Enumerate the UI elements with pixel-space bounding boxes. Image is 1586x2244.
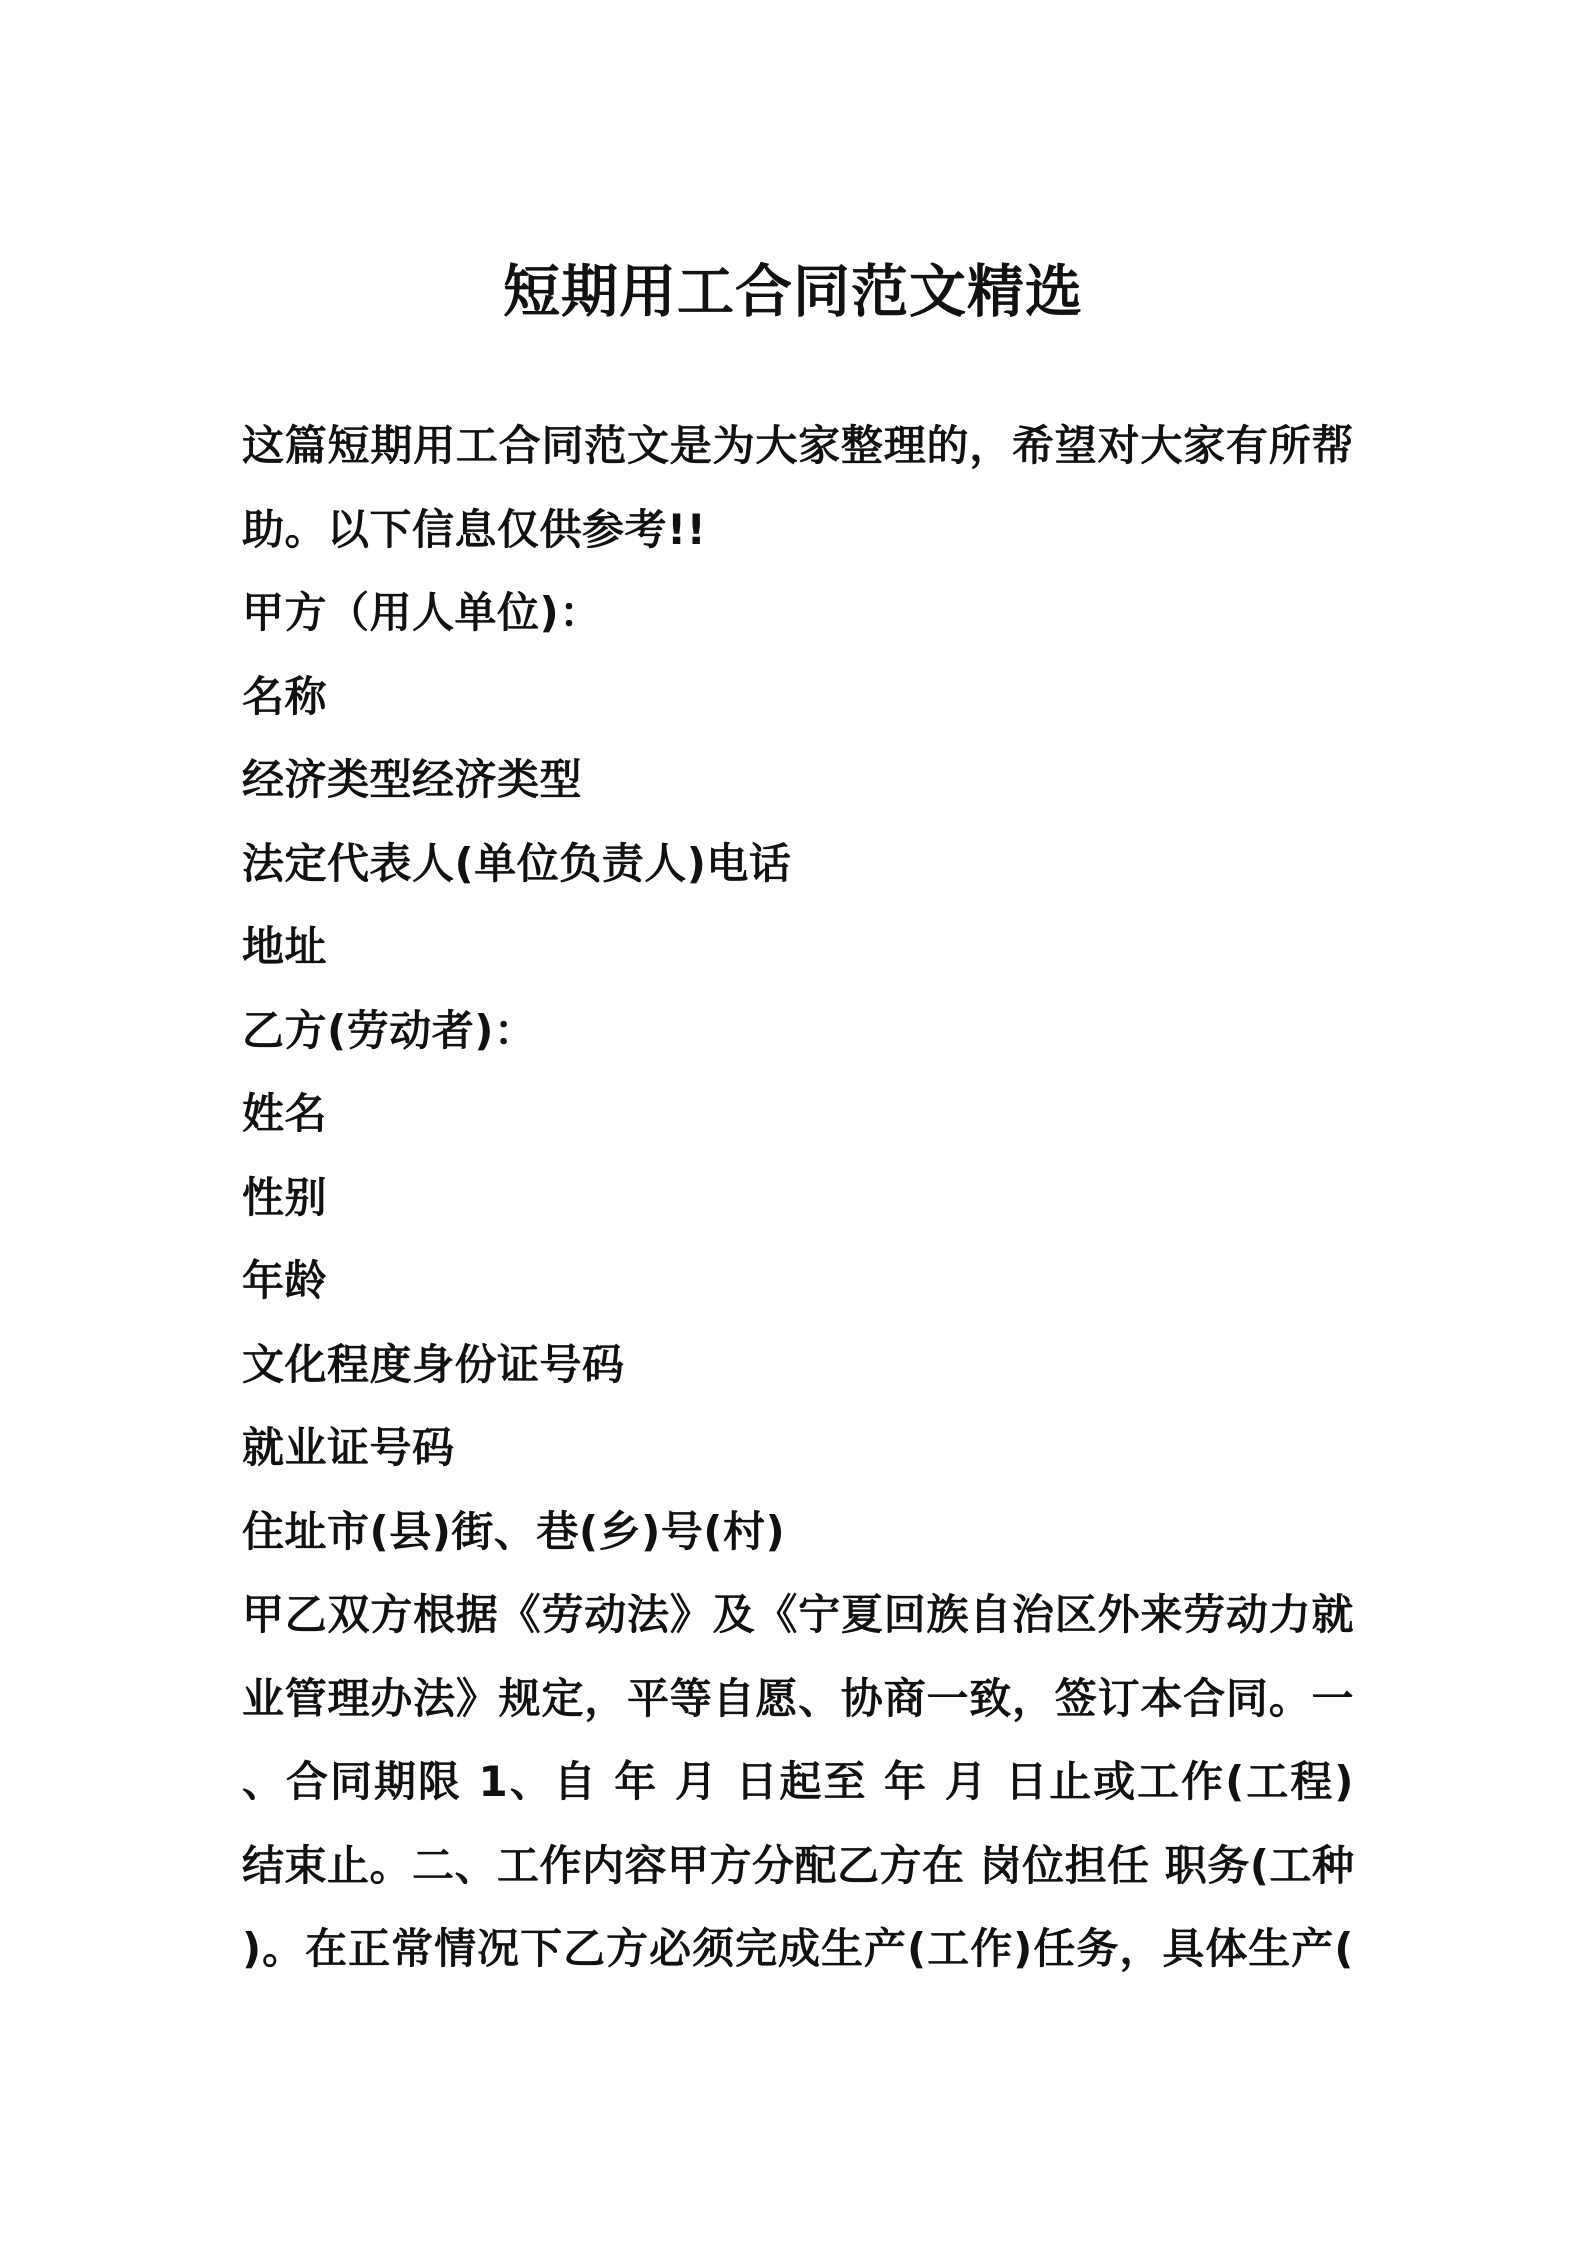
document-title: 短期用工合同范文精选 xyxy=(503,259,1083,325)
field-label-employment-cert: 就业证号码 xyxy=(242,1423,455,1472)
paragraph-line: )。在正常情况下乙方必须完成生产(工作)任务，具体生产( xyxy=(242,1924,1354,1973)
document-body xyxy=(242,404,1354,1991)
field-label-education-id: 文化程度身份证号码 xyxy=(242,1339,625,1389)
field-label-legal-representative: 法定代表人(单位负责人)电话 xyxy=(242,838,792,888)
field-label-age: 年龄 xyxy=(242,1256,328,1305)
field-label-address: 地址 xyxy=(242,922,328,971)
field-label-name: 名称 xyxy=(242,671,328,721)
field-label-economic-type: 经济类型经济类型 xyxy=(242,755,583,804)
paragraph-line: 助。以下信息仅供参考!! xyxy=(242,504,707,554)
paragraph-line: 、合同期限 1、自 年 月 日起至 年 月 日止或工作(工程) xyxy=(242,1757,1354,1806)
field-label-residence: 住址市(县)街、巷(乡)号(村) xyxy=(242,1506,786,1556)
paragraph-line: 结束止。二、工作内容甲方分配乙方在 岗位担任 职务(工种 xyxy=(242,1840,1354,1890)
field-label-gender: 性别 xyxy=(242,1172,328,1222)
paragraph-line: 甲乙双方根据《劳动法》及《宁夏回族自治区外来劳动力就 xyxy=(242,1590,1354,1639)
paragraph-line: 这篇短期用工合同范文是为大家整理的，希望对大家有所帮 xyxy=(242,421,1354,470)
field-label-party-b: 乙方(劳动者)： xyxy=(242,1005,537,1055)
paragraph-line: 业管理办法》规定，平等自愿、协商一致，签订本合同。一 xyxy=(242,1673,1354,1723)
field-label-party-a: 甲方（用人单位)： xyxy=(242,588,602,637)
field-label-full-name: 姓名 xyxy=(242,1089,328,1138)
